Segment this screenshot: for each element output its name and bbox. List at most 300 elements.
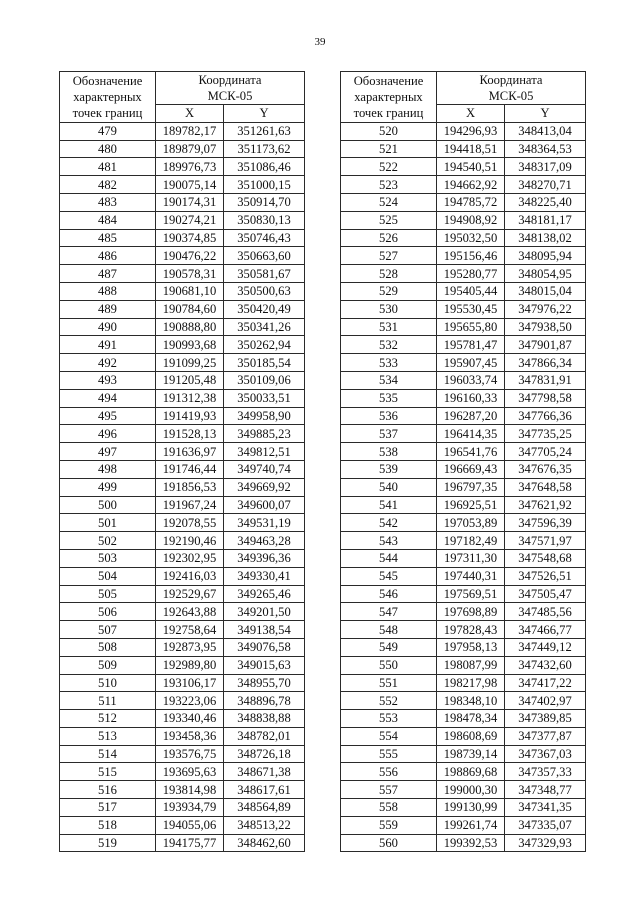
y-coordinate-cell: 347901,87 xyxy=(505,336,586,354)
y-column-header: Y xyxy=(224,105,305,123)
table-row xyxy=(341,460,586,478)
x-coordinate-cell: 199261,74 xyxy=(437,816,505,834)
point-number-cell: 546 xyxy=(341,585,437,603)
table-row xyxy=(341,567,586,585)
x-coordinate-cell: 193340,46 xyxy=(156,710,224,728)
y-coordinate-cell: 350185,54 xyxy=(224,354,305,372)
x-coordinate-cell: 191746,44 xyxy=(156,460,224,478)
y-coordinate-cell: 347505,47 xyxy=(505,585,586,603)
table-row xyxy=(341,122,586,140)
point-number-cell: 550 xyxy=(341,656,437,674)
point-number-cell: 542 xyxy=(341,514,437,532)
x-coordinate-cell: 192416,03 xyxy=(156,567,224,585)
point-label-header-line2: характерных xyxy=(73,89,142,104)
x-coordinate-cell: 194540,51 xyxy=(437,158,505,176)
y-coordinate-cell: 350341,26 xyxy=(224,318,305,336)
point-number-cell: 525 xyxy=(341,211,437,229)
table-row xyxy=(341,621,586,639)
x-coordinate-cell: 194418,51 xyxy=(437,140,505,158)
y-coordinate-cell: 349330,41 xyxy=(224,567,305,585)
x-coordinate-cell: 193106,17 xyxy=(156,674,224,692)
x-coordinate-cell: 192078,55 xyxy=(156,514,224,532)
coordinate-header xyxy=(156,72,305,105)
table-row xyxy=(341,514,586,532)
x-coordinate-cell: 191967,24 xyxy=(156,496,224,514)
table-row xyxy=(60,674,305,692)
x-coordinate-cell: 197311,30 xyxy=(437,549,505,567)
table-row xyxy=(341,745,586,763)
point-number-cell: 532 xyxy=(341,336,437,354)
x-coordinate-cell: 198478,34 xyxy=(437,710,505,728)
x-coordinate-cell: 197053,89 xyxy=(437,514,505,532)
point-number-cell: 493 xyxy=(60,371,156,389)
x-coordinate-cell: 194662,92 xyxy=(437,176,505,194)
table-row xyxy=(341,336,586,354)
x-coordinate-cell: 196669,43 xyxy=(437,460,505,478)
y-coordinate-cell: 348955,70 xyxy=(224,674,305,692)
x-coordinate-cell: 195156,46 xyxy=(437,247,505,265)
y-coordinate-cell: 349600,07 xyxy=(224,496,305,514)
y-coordinate-cell: 347335,07 xyxy=(505,816,586,834)
y-coordinate-cell: 349015,63 xyxy=(224,656,305,674)
point-number-cell: 555 xyxy=(341,745,437,763)
y-coordinate-cell: 347831,91 xyxy=(505,371,586,389)
point-number-cell: 501 xyxy=(60,514,156,532)
point-number-cell: 526 xyxy=(341,229,437,247)
point-number-cell: 553 xyxy=(341,710,437,728)
x-coordinate-cell: 190374,85 xyxy=(156,229,224,247)
table-row xyxy=(60,247,305,265)
x-coordinate-cell: 192758,64 xyxy=(156,621,224,639)
y-coordinate-cell: 349463,28 xyxy=(224,532,305,550)
y-coordinate-cell: 347377,87 xyxy=(505,727,586,745)
table-row xyxy=(341,282,586,300)
table-row xyxy=(60,265,305,283)
y-coordinate-cell: 349396,36 xyxy=(224,549,305,567)
coordinate-header-line1: Координата xyxy=(198,73,262,87)
coordinates-table-right xyxy=(340,71,586,852)
y-coordinate-cell: 349265,46 xyxy=(224,585,305,603)
coordinate-header xyxy=(437,72,586,105)
x-coordinate-cell: 190784,60 xyxy=(156,300,224,318)
y-coordinate-cell: 348317,09 xyxy=(505,158,586,176)
x-coordinate-cell: 198087,99 xyxy=(437,656,505,674)
y-coordinate-cell: 348095,94 xyxy=(505,247,586,265)
point-number-cell: 547 xyxy=(341,603,437,621)
x-coordinate-cell: 193695,63 xyxy=(156,763,224,781)
y-coordinate-cell: 347341,35 xyxy=(505,799,586,817)
table-row xyxy=(60,834,305,852)
point-label-header xyxy=(341,72,437,123)
point-number-cell: 534 xyxy=(341,371,437,389)
point-number-cell: 487 xyxy=(60,265,156,283)
x-coordinate-cell: 191528,13 xyxy=(156,425,224,443)
y-coordinate-cell: 347357,33 xyxy=(505,763,586,781)
point-number-cell: 479 xyxy=(60,122,156,140)
table-row xyxy=(60,318,305,336)
x-coordinate-cell: 193814,98 xyxy=(156,781,224,799)
y-coordinate-cell: 348838,88 xyxy=(224,710,305,728)
point-number-cell: 539 xyxy=(341,460,437,478)
y-coordinate-cell: 348564,89 xyxy=(224,799,305,817)
point-number-cell: 504 xyxy=(60,567,156,585)
y-coordinate-cell: 348513,22 xyxy=(224,816,305,834)
x-coordinate-cell: 189879,07 xyxy=(156,140,224,158)
table-row xyxy=(60,585,305,603)
point-number-cell: 495 xyxy=(60,407,156,425)
table-row xyxy=(341,549,586,567)
table-row xyxy=(341,532,586,550)
table-row xyxy=(341,656,586,674)
x-coordinate-cell: 192989,80 xyxy=(156,656,224,674)
x-coordinate-cell: 192529,67 xyxy=(156,585,224,603)
y-coordinate-cell: 347466,77 xyxy=(505,621,586,639)
y-coordinate-cell: 348138,02 xyxy=(505,229,586,247)
point-number-cell: 489 xyxy=(60,300,156,318)
point-number-cell: 528 xyxy=(341,265,437,283)
point-number-cell: 533 xyxy=(341,354,437,372)
x-coordinate-cell: 196287,20 xyxy=(437,407,505,425)
table-row xyxy=(341,193,586,211)
y-coordinate-cell: 348054,95 xyxy=(505,265,586,283)
point-number-cell: 503 xyxy=(60,549,156,567)
x-coordinate-cell: 190174,31 xyxy=(156,193,224,211)
table-row xyxy=(341,176,586,194)
x-coordinate-cell: 193458,36 xyxy=(156,727,224,745)
table-row xyxy=(341,638,586,656)
x-coordinate-cell: 196541,76 xyxy=(437,443,505,461)
y-coordinate-cell: 348015,04 xyxy=(505,282,586,300)
x-coordinate-cell: 191205,48 xyxy=(156,371,224,389)
point-number-cell: 557 xyxy=(341,781,437,799)
y-coordinate-cell: 347976,22 xyxy=(505,300,586,318)
point-number-cell: 537 xyxy=(341,425,437,443)
point-number-cell: 560 xyxy=(341,834,437,852)
x-coordinate-cell: 194785,72 xyxy=(437,193,505,211)
y-coordinate-cell: 347485,56 xyxy=(505,603,586,621)
y-coordinate-cell: 350830,13 xyxy=(224,211,305,229)
x-coordinate-cell: 190681,10 xyxy=(156,282,224,300)
x-coordinate-cell: 195530,45 xyxy=(437,300,505,318)
point-number-cell: 523 xyxy=(341,176,437,194)
table-row xyxy=(60,621,305,639)
table-row xyxy=(60,193,305,211)
table-row xyxy=(60,549,305,567)
point-number-cell: 511 xyxy=(60,692,156,710)
table-row xyxy=(60,211,305,229)
x-coordinate-cell: 193576,75 xyxy=(156,745,224,763)
y-coordinate-cell: 347596,39 xyxy=(505,514,586,532)
table-row xyxy=(60,727,305,745)
y-coordinate-cell: 351173,62 xyxy=(224,140,305,158)
table-row xyxy=(341,389,586,407)
x-coordinate-cell: 195405,44 xyxy=(437,282,505,300)
x-coordinate-cell: 190888,80 xyxy=(156,318,224,336)
point-number-cell: 541 xyxy=(341,496,437,514)
y-coordinate-cell: 349669,92 xyxy=(224,478,305,496)
y-coordinate-cell: 348181,17 xyxy=(505,211,586,229)
point-number-cell: 509 xyxy=(60,656,156,674)
table-row xyxy=(341,425,586,443)
x-coordinate-cell: 192873,95 xyxy=(156,638,224,656)
point-number-cell: 497 xyxy=(60,443,156,461)
table-row xyxy=(60,514,305,532)
coordinates-table-left xyxy=(59,71,305,852)
page-number: 39 xyxy=(314,36,326,48)
y-coordinate-cell: 349812,51 xyxy=(224,443,305,461)
point-number-cell: 520 xyxy=(341,122,437,140)
x-coordinate-cell: 189976,73 xyxy=(156,158,224,176)
table-row xyxy=(60,460,305,478)
table-row xyxy=(341,407,586,425)
table-body-right xyxy=(341,122,586,852)
table-row xyxy=(60,300,305,318)
table-row xyxy=(341,158,586,176)
point-number-cell: 510 xyxy=(60,674,156,692)
x-coordinate-cell: 191856,53 xyxy=(156,478,224,496)
y-coordinate-cell: 347449,12 xyxy=(505,638,586,656)
x-coordinate-cell: 199130,99 xyxy=(437,799,505,817)
point-number-cell: 500 xyxy=(60,496,156,514)
point-label-header-line1: Обозначение xyxy=(353,73,424,88)
x-coordinate-cell: 195280,77 xyxy=(437,265,505,283)
point-label-header-line1: Обозначение xyxy=(72,73,143,88)
y-coordinate-cell: 350746,43 xyxy=(224,229,305,247)
y-coordinate-cell: 348782,01 xyxy=(224,727,305,745)
point-number-cell: 513 xyxy=(60,727,156,745)
table-row xyxy=(60,781,305,799)
table-row xyxy=(341,496,586,514)
table-row xyxy=(341,816,586,834)
x-coordinate-cell: 190578,31 xyxy=(156,265,224,283)
point-number-cell: 531 xyxy=(341,318,437,336)
point-number-cell: 558 xyxy=(341,799,437,817)
point-number-cell: 486 xyxy=(60,247,156,265)
x-coordinate-cell: 195655,80 xyxy=(437,318,505,336)
table-row xyxy=(341,763,586,781)
point-number-cell: 543 xyxy=(341,532,437,550)
table-row xyxy=(60,567,305,585)
table-row xyxy=(341,229,586,247)
point-number-cell: 545 xyxy=(341,567,437,585)
y-coordinate-cell: 349958,90 xyxy=(224,407,305,425)
table-row xyxy=(341,265,586,283)
table-row xyxy=(341,300,586,318)
y-coordinate-cell: 347676,35 xyxy=(505,460,586,478)
x-coordinate-cell: 197440,31 xyxy=(437,567,505,585)
point-number-cell: 517 xyxy=(60,799,156,817)
y-coordinate-cell: 347367,03 xyxy=(505,745,586,763)
x-coordinate-cell: 197182,49 xyxy=(437,532,505,550)
table-row xyxy=(341,727,586,745)
point-number-cell: 496 xyxy=(60,425,156,443)
point-number-cell: 490 xyxy=(60,318,156,336)
table-row xyxy=(60,496,305,514)
point-number-cell: 485 xyxy=(60,229,156,247)
x-coordinate-cell: 194296,93 xyxy=(437,122,505,140)
point-number-cell: 536 xyxy=(341,407,437,425)
table-row xyxy=(60,816,305,834)
y-coordinate-cell: 348896,78 xyxy=(224,692,305,710)
point-number-cell: 524 xyxy=(341,193,437,211)
point-number-cell: 481 xyxy=(60,158,156,176)
x-coordinate-cell: 192190,46 xyxy=(156,532,224,550)
x-coordinate-cell: 198739,14 xyxy=(437,745,505,763)
x-column-header: X xyxy=(437,105,505,123)
point-number-cell: 514 xyxy=(60,745,156,763)
table-row xyxy=(60,336,305,354)
x-coordinate-cell: 192302,95 xyxy=(156,549,224,567)
point-number-cell: 494 xyxy=(60,389,156,407)
point-number-cell: 502 xyxy=(60,532,156,550)
x-coordinate-cell: 198869,68 xyxy=(437,763,505,781)
x-coordinate-cell: 196925,51 xyxy=(437,496,505,514)
table-row xyxy=(60,478,305,496)
table-row xyxy=(60,763,305,781)
table-row xyxy=(60,158,305,176)
table-row xyxy=(60,140,305,158)
point-number-cell: 488 xyxy=(60,282,156,300)
table-row xyxy=(341,354,586,372)
table-row xyxy=(60,443,305,461)
y-coordinate-cell: 348270,71 xyxy=(505,176,586,194)
x-coordinate-cell: 190274,21 xyxy=(156,211,224,229)
y-coordinate-cell: 349076,58 xyxy=(224,638,305,656)
table-row xyxy=(60,389,305,407)
x-coordinate-cell: 193934,79 xyxy=(156,799,224,817)
table-row xyxy=(60,799,305,817)
point-number-cell: 483 xyxy=(60,193,156,211)
y-coordinate-cell: 348225,40 xyxy=(505,193,586,211)
table-row xyxy=(341,443,586,461)
point-label-header xyxy=(60,72,156,123)
table-row xyxy=(341,692,586,710)
point-number-cell: 508 xyxy=(60,638,156,656)
y-coordinate-cell: 348413,04 xyxy=(505,122,586,140)
y-coordinate-cell: 351261,63 xyxy=(224,122,305,140)
y-coordinate-cell: 347548,68 xyxy=(505,549,586,567)
x-coordinate-cell: 199000,30 xyxy=(437,781,505,799)
x-coordinate-cell: 194908,92 xyxy=(437,211,505,229)
point-number-cell: 549 xyxy=(341,638,437,656)
x-coordinate-cell: 190075,14 xyxy=(156,176,224,194)
table-row xyxy=(60,122,305,140)
table-row xyxy=(60,638,305,656)
y-coordinate-cell: 350914,70 xyxy=(224,193,305,211)
y-coordinate-cell: 348462,60 xyxy=(224,834,305,852)
table-body-left xyxy=(60,122,305,852)
table-row xyxy=(341,318,586,336)
point-number-cell: 554 xyxy=(341,727,437,745)
y-coordinate-cell: 347648,58 xyxy=(505,478,586,496)
table-row xyxy=(341,247,586,265)
point-number-cell: 491 xyxy=(60,336,156,354)
table-row xyxy=(341,781,586,799)
x-coordinate-cell: 198217,98 xyxy=(437,674,505,692)
x-coordinate-cell: 190993,68 xyxy=(156,336,224,354)
y-coordinate-cell: 347705,24 xyxy=(505,443,586,461)
point-number-cell: 521 xyxy=(341,140,437,158)
y-coordinate-cell: 351000,15 xyxy=(224,176,305,194)
point-number-cell: 544 xyxy=(341,549,437,567)
table-row xyxy=(341,140,586,158)
x-coordinate-cell: 196414,35 xyxy=(437,425,505,443)
y-coordinate-cell: 347866,34 xyxy=(505,354,586,372)
table-row xyxy=(341,478,586,496)
y-coordinate-cell: 347938,50 xyxy=(505,318,586,336)
table-row xyxy=(341,211,586,229)
table-row xyxy=(341,371,586,389)
x-coordinate-cell: 191312,38 xyxy=(156,389,224,407)
table-row xyxy=(60,656,305,674)
table-row xyxy=(341,710,586,728)
x-coordinate-cell: 198348,10 xyxy=(437,692,505,710)
y-coordinate-cell: 347735,25 xyxy=(505,425,586,443)
x-coordinate-cell: 196797,35 xyxy=(437,478,505,496)
y-coordinate-cell: 347766,36 xyxy=(505,407,586,425)
table-row xyxy=(60,229,305,247)
x-coordinate-cell: 199392,53 xyxy=(437,834,505,852)
point-number-cell: 552 xyxy=(341,692,437,710)
y-coordinate-cell: 348726,18 xyxy=(224,745,305,763)
point-number-cell: 529 xyxy=(341,282,437,300)
point-number-cell: 506 xyxy=(60,603,156,621)
table-row xyxy=(60,407,305,425)
x-coordinate-cell: 193223,06 xyxy=(156,692,224,710)
x-coordinate-cell: 189782,17 xyxy=(156,122,224,140)
table-row xyxy=(60,692,305,710)
x-coordinate-cell: 190476,22 xyxy=(156,247,224,265)
table-row xyxy=(60,425,305,443)
point-number-cell: 551 xyxy=(341,674,437,692)
y-coordinate-cell: 347621,92 xyxy=(505,496,586,514)
point-number-cell: 538 xyxy=(341,443,437,461)
x-coordinate-cell: 197828,43 xyxy=(437,621,505,639)
x-coordinate-cell: 197698,89 xyxy=(437,603,505,621)
table-row xyxy=(341,603,586,621)
point-number-cell: 530 xyxy=(341,300,437,318)
point-label-header-line3: точек границ xyxy=(353,105,424,120)
x-coordinate-cell: 198608,69 xyxy=(437,727,505,745)
y-coordinate-cell: 347432,60 xyxy=(505,656,586,674)
y-coordinate-cell: 347417,22 xyxy=(505,674,586,692)
point-number-cell: 527 xyxy=(341,247,437,265)
x-coordinate-cell: 191099,25 xyxy=(156,354,224,372)
y-coordinate-cell: 347348,77 xyxy=(505,781,586,799)
y-coordinate-cell: 348617,61 xyxy=(224,781,305,799)
table-row xyxy=(60,282,305,300)
y-coordinate-cell: 350109,06 xyxy=(224,371,305,389)
point-number-cell: 480 xyxy=(60,140,156,158)
x-coordinate-cell: 191636,97 xyxy=(156,443,224,461)
x-coordinate-cell: 194175,77 xyxy=(156,834,224,852)
y-coordinate-cell: 347389,85 xyxy=(505,710,586,728)
table-row xyxy=(60,603,305,621)
coordinate-header-line1: Координата xyxy=(479,73,543,87)
y-coordinate-cell: 347798,58 xyxy=(505,389,586,407)
x-coordinate-cell: 196033,74 xyxy=(437,371,505,389)
x-coordinate-cell: 191419,93 xyxy=(156,407,224,425)
table-row xyxy=(341,674,586,692)
point-number-cell: 498 xyxy=(60,460,156,478)
y-coordinate-cell: 348671,38 xyxy=(224,763,305,781)
point-number-cell: 518 xyxy=(60,816,156,834)
table-row xyxy=(60,532,305,550)
y-coordinate-cell: 349885,23 xyxy=(224,425,305,443)
y-coordinate-cell: 350581,67 xyxy=(224,265,305,283)
y-coordinate-cell: 349138,54 xyxy=(224,621,305,639)
point-number-cell: 540 xyxy=(341,478,437,496)
